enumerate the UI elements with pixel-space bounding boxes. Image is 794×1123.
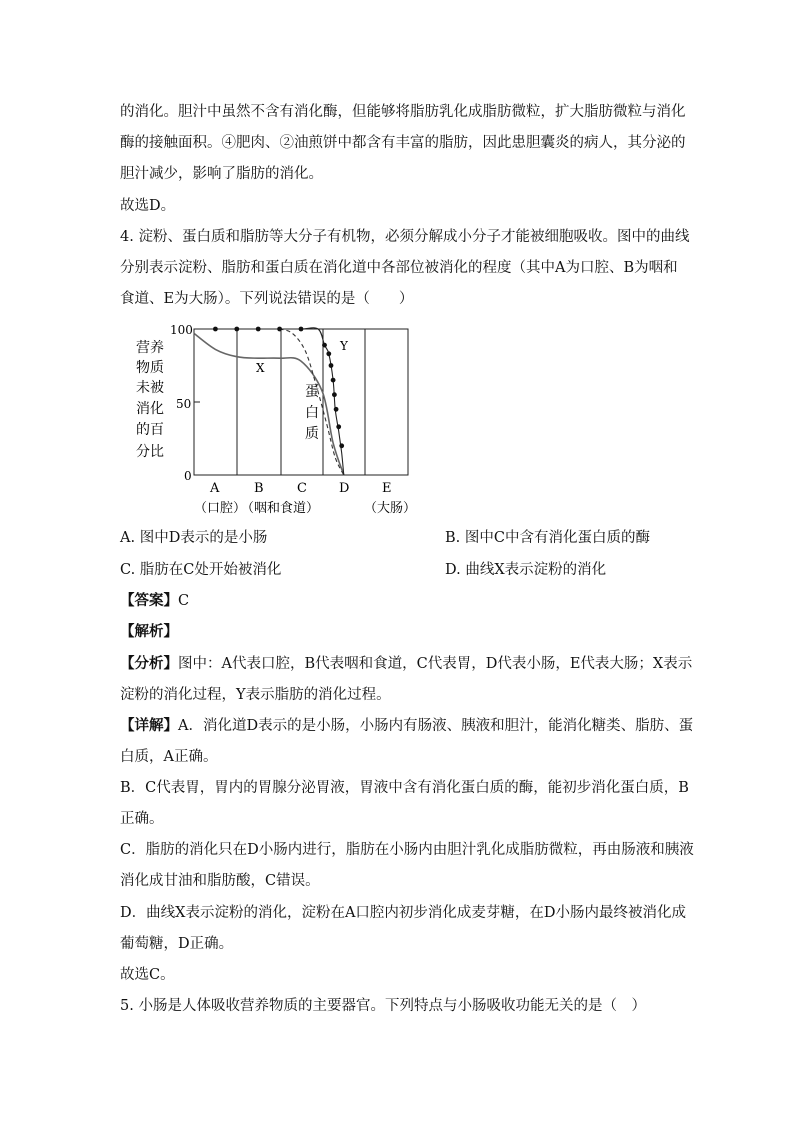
answer-value: C	[178, 593, 190, 609]
series-y-marker	[336, 424, 341, 429]
xiangjie-line: D．曲线X表示淀粉的消化，淀粉在A口腔内初步消化成麦芽糖，在D小肠内最终被消化成	[120, 905, 687, 921]
y-axis-label-line: 物质	[136, 360, 164, 376]
xiangjie-line	[120, 716, 693, 736]
analysis-label: 【解析】	[120, 623, 178, 640]
xiangjie-line: 故选C。	[120, 967, 175, 983]
question-4-line: 4. 淀粉、蛋白质和脂肪等大分子有机物，必须分解成小分子才能被细胞吸收。图中的曲线	[120, 229, 690, 245]
fenxi-line	[120, 654, 692, 674]
xiangjie-text: A．消化道D表示的是小肠，小肠内有肠液、胰液和胆汁，能消化糖类、脂肪、蛋	[178, 718, 694, 734]
chart-frame	[194, 329, 408, 475]
xiangjie-line: 消化成甘油和脂肪酸，C错误。	[120, 873, 320, 889]
x-category-c: C	[297, 481, 307, 496]
answer-line	[120, 591, 189, 611]
digestion-chart	[128, 320, 428, 520]
option-d: D. 曲线X表示淀粉的消化	[445, 562, 607, 578]
series-y-marker	[299, 327, 304, 332]
annotation-protein: 蛋	[305, 384, 319, 400]
annotation-protein: 质	[305, 426, 319, 442]
x-note-e: （大肠）	[364, 501, 417, 516]
x-category-e: E	[382, 481, 392, 496]
series-y-marker	[256, 327, 261, 332]
series-y-marker	[234, 327, 239, 332]
option-c: C. 脂肪在C处开始被消化	[120, 562, 282, 578]
fenxi-label: 【分析】	[120, 655, 178, 672]
series-y-marker	[277, 327, 282, 332]
answer-label: 【答案】	[120, 592, 178, 609]
xiangjie-line: 正确。	[120, 811, 164, 827]
annotation-x: X	[256, 361, 265, 375]
question-4-line: 食道、E为大肠）。下列说法错误的是（ ）	[120, 291, 414, 307]
x-category-d: D	[339, 481, 350, 496]
annotation-protein: 白	[305, 405, 319, 421]
series-y-marker	[326, 351, 331, 356]
y-axis-label-line: 消化	[136, 401, 164, 417]
series-y-marker	[331, 378, 336, 383]
y-tick-0: 0	[184, 469, 192, 483]
y-axis-label	[136, 339, 164, 460]
option-a: A. 图中D表示的是小肠	[120, 530, 268, 546]
annotation-y: Y	[340, 339, 348, 353]
y-axis-label-line: 未被	[136, 380, 164, 396]
xiangjie-line: 葡萄糖，D正确。	[120, 936, 234, 952]
xiangjie-line: B．C代表胃，胃内的胃腺分泌胃液，胃液中含有消化蛋白质的酶，能初步消化蛋白质，B	[120, 780, 689, 796]
option-b: B. 图中C中含有消化蛋白质的酶	[445, 530, 650, 546]
text-line: 胆汁减少，影响了脂肪的消化。	[120, 166, 323, 182]
text-line: 故选D。	[120, 198, 176, 214]
series-y-marker	[334, 407, 339, 412]
xiangjie-line: 白质，A正确。	[120, 749, 218, 765]
fenxi-text: 图中：A代表口腔，B代表咽和食道，C代表胃，D代表小肠，E代表大肠；X表示	[178, 656, 693, 672]
question-4-line: 分别表示淀粉、脂肪和蛋白质在消化道中各部位被消化的程度（其中A为口腔、B为咽和	[120, 260, 678, 276]
fenxi-line: 淀粉的消化过程，Y表示脂肪的消化过程。	[120, 687, 391, 703]
y-tick-100: 100	[170, 323, 193, 337]
series-y-marker	[339, 443, 344, 448]
series-y-marker	[322, 343, 327, 348]
series-y-marker	[213, 327, 218, 332]
xiangjie-label: 【详解】	[120, 717, 178, 734]
series-y-marker	[329, 363, 334, 368]
text-line: 的消化。胆汁中虽然不含有消化酶，但能够将脂肪乳化成脂肪微粒，扩大脂肪微粒与消化	[120, 104, 686, 120]
x-category-a: A	[210, 481, 220, 496]
y-axis-label-line: 的百	[136, 422, 164, 438]
xiangjie-line: C．脂肪的消化只在D小肠内进行，脂肪在小肠内由胆汁乳化成脂肪微粒，再由肠液和胰液	[120, 842, 694, 858]
x-category-b: B	[254, 481, 264, 496]
series-y-markers	[213, 327, 344, 449]
series-y-marker	[332, 392, 337, 397]
y-tick-50: 50	[176, 397, 192, 411]
x-note-bc: （咽和食道）	[241, 501, 320, 516]
question-5: 5. 小肠是人体吸收营养物质的主要器官。下列特点与小肠吸收功能无关的是（ ）	[120, 998, 646, 1014]
y-axis-label-line: 分比	[136, 444, 164, 460]
text-line: 酶的接触面积。④肥肉、②油煎饼中都含有丰富的脂肪，因此患胆囊炎的病人，其分泌的	[120, 135, 686, 151]
x-note-a: （口腔）	[194, 501, 247, 516]
y-axis-label-line: 营养	[136, 340, 164, 356]
